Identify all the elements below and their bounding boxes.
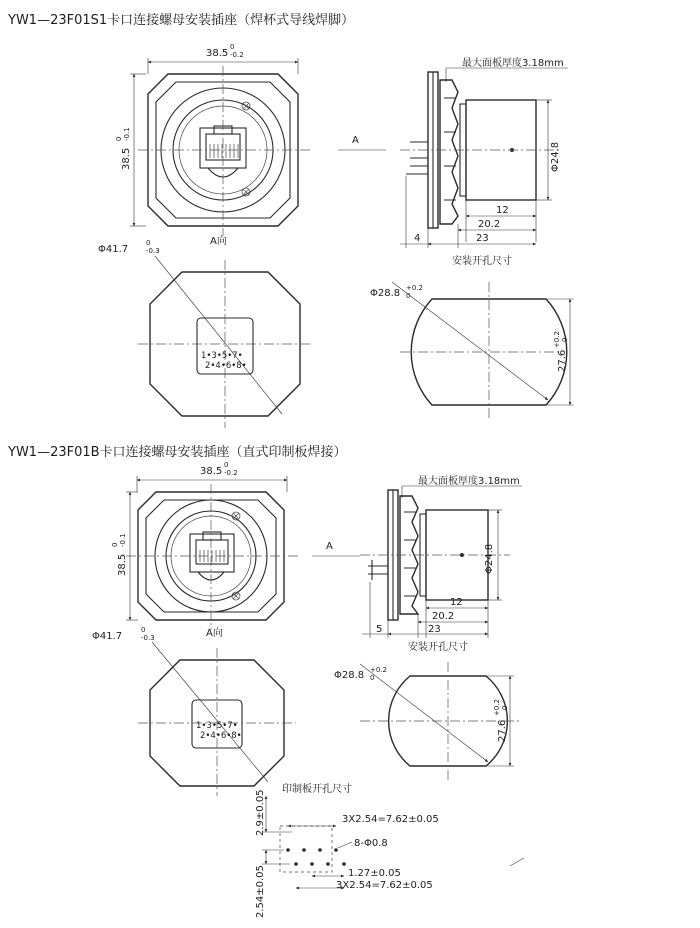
pcb-hole-spec: 8-Φ0.8 bbox=[354, 838, 388, 849]
s2-cutout-caption: 安装开孔尺寸 bbox=[408, 642, 468, 653]
s2-dim-12: 12 bbox=[450, 597, 463, 608]
section1-front-view bbox=[115, 43, 386, 236]
s2-view-arrow-label: A bbox=[326, 541, 333, 552]
s2-front-width-dim: 38.5 bbox=[200, 466, 223, 477]
s1-dim-23: 23 bbox=[476, 233, 489, 244]
pcb-hole-pattern bbox=[255, 782, 439, 918]
s1-cutout-flat: 27.6 bbox=[557, 349, 568, 372]
section1-side-view bbox=[400, 56, 568, 267]
section2-front-view bbox=[111, 461, 360, 630]
svg-text:-0.2: -0.2 bbox=[224, 469, 238, 477]
svg-text:0: 0 bbox=[501, 705, 509, 710]
pcb-dim-top-h: 3X2.54=7.62±0.05 bbox=[342, 814, 439, 825]
s2-cutout-diameter: Φ28.8 bbox=[334, 670, 365, 681]
s1-cutout-caption: 安装开孔尺寸 bbox=[452, 256, 512, 267]
svg-text:0: 0 bbox=[115, 136, 123, 141]
s2-pins-row2: 2•4•6•8• bbox=[200, 731, 242, 741]
s1-pins-row2: 2•4•6•8• bbox=[205, 361, 247, 371]
pcb-caption: 印制板开孔尺寸 bbox=[282, 784, 352, 795]
section2-title: YW1—23F01B卡口连接螺母安装插座（直式印制板焊接） bbox=[8, 445, 347, 460]
svg-text:+0.2: +0.2 bbox=[553, 331, 561, 348]
s1-side-diameter: Φ24.8 bbox=[550, 141, 561, 172]
s1-dim-20-2: 20.2 bbox=[478, 219, 501, 230]
svg-text:-0.1: -0.1 bbox=[123, 127, 131, 141]
svg-text:-0.1: -0.1 bbox=[119, 533, 127, 547]
section1-cutout bbox=[370, 282, 574, 420]
pcb-dim-top-v: 2.9±0.05 bbox=[255, 789, 266, 836]
s1-a-view-diameter: Φ41.7 bbox=[98, 244, 129, 255]
s1-panel-thickness: 最大面板厚度3.18mm bbox=[462, 58, 564, 69]
s2-dim-20-2: 20.2 bbox=[432, 611, 455, 622]
svg-text:0: 0 bbox=[224, 461, 229, 469]
s2-front-height-dim: 38.5 bbox=[117, 553, 128, 576]
section1-title: YW1—23F01S1卡口连接螺母安装插座（焊杯式导线焊脚） bbox=[8, 13, 355, 28]
scan-mark bbox=[510, 858, 524, 866]
pcb-dim-half: 1.27±0.05 bbox=[348, 868, 401, 879]
s1-a-view-caption: A向 bbox=[210, 236, 227, 247]
svg-text:0: 0 bbox=[561, 337, 569, 342]
s1-front-width-dim: 38.5 bbox=[206, 48, 229, 59]
svg-text:0: 0 bbox=[146, 239, 151, 247]
pcb-dim-bottom-h: 3X2.54=7.62±0.05 bbox=[336, 880, 433, 891]
section1-a-view bbox=[98, 234, 312, 428]
svg-text:0: 0 bbox=[141, 626, 146, 634]
s2-side-diameter: Φ24.8 bbox=[484, 543, 495, 574]
svg-text:-0.3: -0.3 bbox=[146, 247, 160, 255]
svg-text:+0.2: +0.2 bbox=[493, 699, 501, 716]
section2-a-view bbox=[92, 626, 296, 796]
s1-pins-row1: 1•3•5•7• bbox=[201, 351, 243, 361]
svg-text:-0.2: -0.2 bbox=[230, 51, 244, 59]
s2-cutout-flat: 27.6 bbox=[497, 719, 508, 742]
s2-panel-thickness: 最大面板厚度3.18mm bbox=[418, 476, 520, 487]
s2-a-view-caption: A向 bbox=[206, 628, 223, 639]
svg-text:+0.2: +0.2 bbox=[406, 284, 423, 292]
svg-text:0: 0 bbox=[230, 43, 235, 51]
s1-dim-4: 4 bbox=[414, 233, 421, 244]
svg-text:0: 0 bbox=[111, 542, 119, 547]
section2-side-view bbox=[360, 474, 522, 653]
s2-a-view-diameter: Φ41.7 bbox=[92, 631, 123, 642]
s2-pins-row1: 1•3•5•7• bbox=[196, 721, 238, 731]
pcb-dim-bottom-v: 2.54±0.05 bbox=[255, 865, 266, 918]
svg-text:-0.3: -0.3 bbox=[141, 634, 155, 642]
svg-text:0: 0 bbox=[406, 292, 411, 300]
s2-dim-23: 23 bbox=[428, 624, 441, 635]
svg-text:0: 0 bbox=[370, 674, 375, 682]
s1-view-arrow-label: A bbox=[352, 135, 359, 146]
s1-front-height-dim: 38.5 bbox=[121, 147, 132, 170]
s2-dim-5: 5 bbox=[376, 624, 383, 635]
s1-dim-12: 12 bbox=[496, 205, 509, 216]
s1-cutout-diameter: Φ28.8 bbox=[370, 288, 401, 299]
svg-text:+0.2: +0.2 bbox=[370, 666, 387, 674]
section2-cutout bbox=[334, 662, 520, 780]
